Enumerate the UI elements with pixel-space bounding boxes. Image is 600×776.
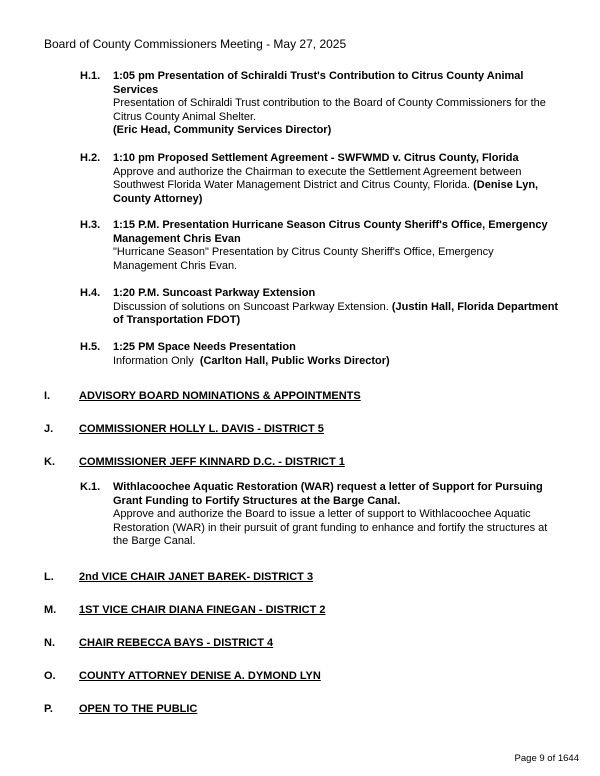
agenda-item-k1	[80, 481, 560, 549]
item-title: 1:15 P.M. Presentation Hurricane Season Citrus County Sheriff's Office, Emergency Management Chris Evan	[113, 219, 548, 245]
section-heading: COMMISSIONER HOLLY L. DAVIS - DISTRICT 5	[79, 423, 324, 435]
item-title: Withlacoochee Aquatic Restoration (WAR) request a letter of Support for Pursuing Grant Funding to Fortify Structures at the Barge Canal.	[113, 481, 543, 507]
section-letter: K.	[44, 456, 55, 468]
agenda-item-h1	[80, 70, 560, 138]
item-number: H.2.	[80, 152, 101, 164]
agenda-item-h3	[80, 219, 560, 273]
item-contact: (Carlton Hall, Public Works Director)	[199, 354, 390, 367]
section-letter: L.	[44, 571, 54, 583]
item-title: 1:25 PM Space Needs Presentation	[113, 341, 296, 353]
item-description: Discussion of solutions on Suncoast Parkway Extension.	[113, 300, 389, 313]
section-letter: N.	[44, 637, 55, 649]
item-description: Presentation of Schiraldi Trust contribution to the Board of County Commissioners for the Citrus County Animal Shelter.	[113, 97, 546, 123]
section-heading: COMMISSIONER JEFF KINNARD D.C. - DISTRICT 1	[79, 456, 345, 468]
item-description: "Hurricane Season" Presentation by Citrus County Sheriff's Office, Emergency Management Chris Evan.	[113, 246, 494, 272]
agenda-item-h2	[80, 152, 560, 206]
item-number: H.1.	[80, 70, 101, 82]
section-heading: ADVISORY BOARD NOMINATIONS & APPOINTMENTS	[79, 390, 361, 402]
item-title: 1:05 pm Presentation of Schiraldi Trust's Contribution to Citrus County Animal Services	[113, 70, 524, 96]
item-description: Information Only	[113, 354, 194, 367]
item-title: 1:20 P.M. Suncoast Parkway Extension	[113, 287, 316, 299]
item-number: H.3.	[80, 219, 101, 231]
section-letter: P.	[44, 703, 53, 715]
item-number: H.5.	[80, 341, 101, 353]
section-heading: 2nd VICE CHAIR JANET BAREK- DISTRICT 3	[79, 571, 314, 583]
item-title: 1:10 pm Proposed Settlement Agreement - SWFWMD v. Citrus County, Florida	[113, 152, 519, 164]
item-description: Approve and authorize the Chairman to execute the Settlement Agreement between Southwest Florida Water Management District and Citrus County, Florida.	[113, 165, 522, 192]
item-contact: (Justin Hall, Florida Department of Transportation FDOT)	[113, 300, 559, 327]
section-heading: CHAIR REBECCA BAYS - DISTRICT 4	[79, 637, 274, 649]
page-header: Board of County Commissioners Meeting - May 27, 2025	[44, 37, 347, 51]
item-description: Approve and authorize the Board to issue a letter of support to Withlacoochee Aquatic Restoration (WAR) in their pursuit of grant funding to enhance and fortify the structures at the Barge Canal.	[113, 508, 548, 548]
section-letter: O.	[44, 670, 56, 682]
page-number: Page 9 of 1644	[514, 753, 579, 764]
agenda-item-h4	[80, 287, 560, 328]
section-heading: OPEN TO THE PUBLIC	[79, 703, 198, 715]
item-number: H.4.	[80, 287, 101, 299]
section-letter: M.	[44, 604, 57, 616]
section-letter: I.	[44, 390, 51, 402]
item-number: K.1.	[80, 481, 101, 493]
section-heading: 1ST VICE CHAIR DIANA FINEGAN - DISTRICT 2	[79, 604, 326, 616]
section-heading: COUNTY ATTORNEY DENISE A. DYMOND LYN	[79, 670, 321, 682]
agenda-item-h5	[80, 341, 560, 368]
item-contact: (Eric Head, Community Services Director)	[113, 124, 332, 137]
item-contact: (Denise Lyn, County Attorney)	[113, 179, 539, 205]
section-letter: J.	[44, 423, 54, 435]
